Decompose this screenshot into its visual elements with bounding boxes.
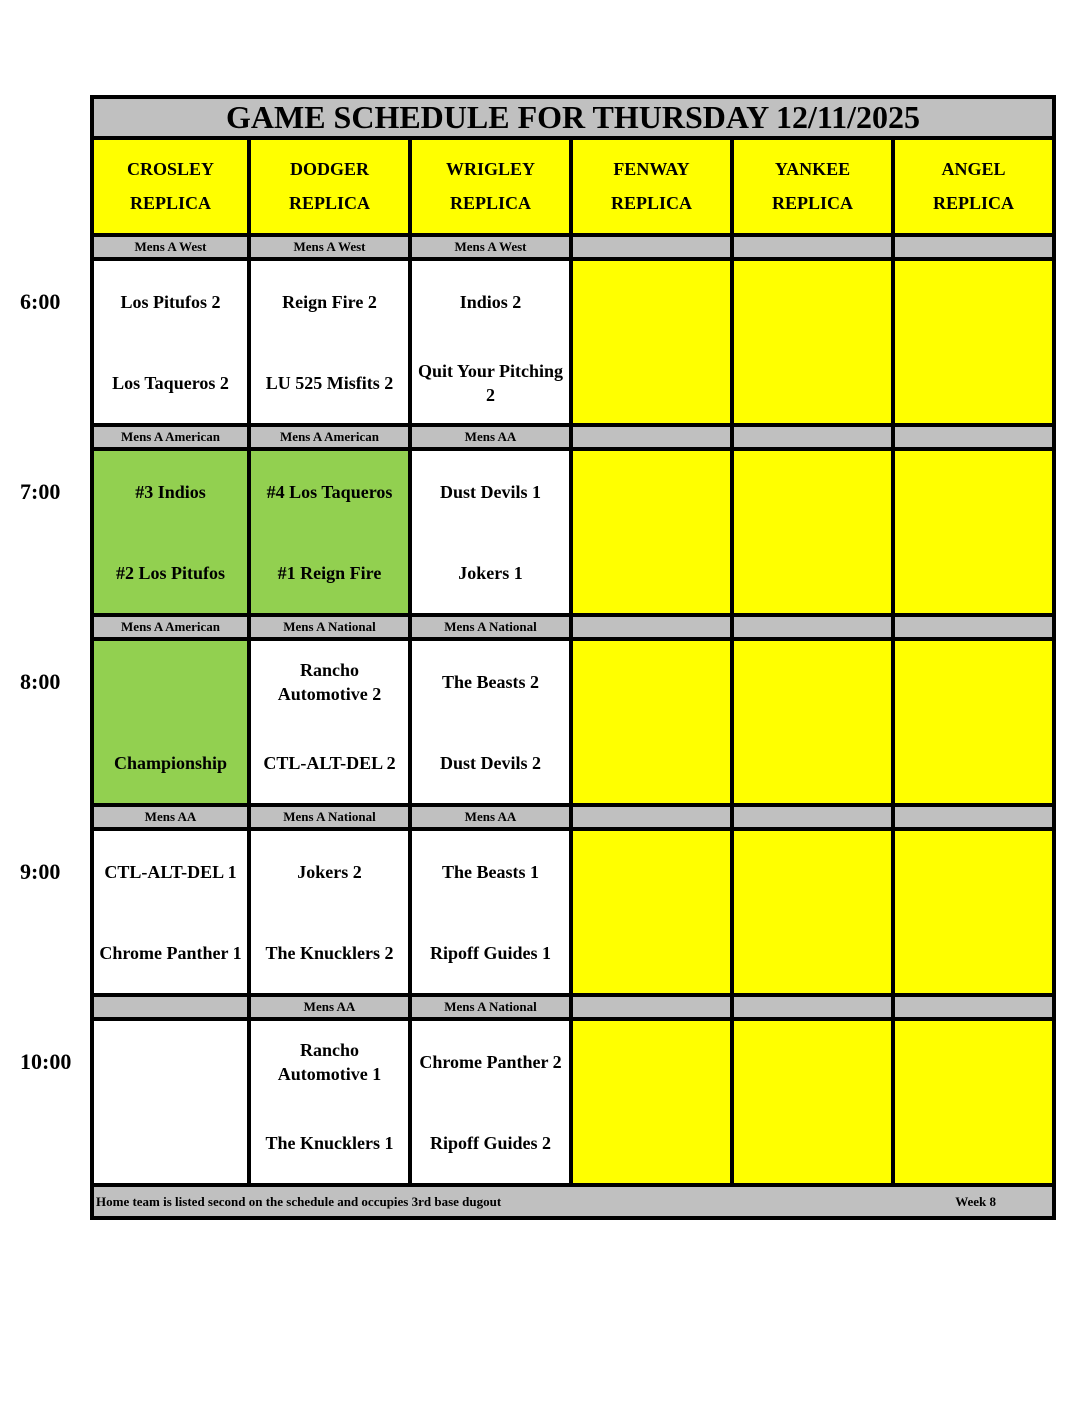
away-team: The Beasts 1	[441, 861, 539, 882]
division-label	[573, 617, 734, 641]
division-label: Mens AA	[251, 997, 412, 1021]
footer-note: Home team is listed second on the schedule and occupies 3rd base dugout	[96, 1193, 502, 1209]
home-team: LU 525 Misfits 2	[265, 372, 394, 393]
time-label: 8:00	[20, 669, 61, 694]
away-team	[895, 261, 1052, 342]
home-team	[895, 532, 1052, 613]
game-cell	[412, 451, 573, 617]
game-cell	[573, 261, 734, 427]
home-team: Ripoff Guides 2	[429, 1132, 552, 1153]
division-row	[90, 997, 1056, 1021]
division-row	[90, 807, 1056, 831]
division-row	[90, 237, 1056, 261]
home-team	[734, 722, 891, 803]
division-row	[90, 427, 1056, 451]
away-team	[895, 641, 1052, 722]
away-team: Chrome Panther 2	[419, 1051, 562, 1072]
division-label: Mens A National	[412, 997, 573, 1021]
home-team: Jokers 1	[458, 562, 523, 583]
field-name: DODGER	[289, 159, 369, 179]
home-team: CTL-ALT-DEL 2	[263, 752, 396, 773]
division-label: Mens A West	[251, 237, 412, 261]
game-cell	[895, 831, 1056, 997]
division-label: Mens A West	[412, 237, 573, 261]
home-team	[734, 342, 891, 423]
game-cell	[573, 1021, 734, 1187]
division-label	[895, 807, 1056, 831]
away-team	[734, 451, 891, 532]
away-team	[573, 451, 730, 532]
division-label	[895, 617, 1056, 641]
home-team	[895, 722, 1052, 803]
away-team: Indios 2	[459, 291, 522, 312]
division-label	[573, 237, 734, 261]
game-cell	[412, 261, 573, 427]
game-cell	[412, 1021, 573, 1187]
division-label: Mens A American	[251, 427, 412, 451]
home-team	[573, 722, 730, 803]
division-label: Mens AA	[412, 427, 573, 451]
home-team: #2 Los Pitufos	[115, 562, 225, 583]
division-label	[734, 237, 895, 261]
game-row	[90, 451, 1056, 617]
away-team	[573, 1021, 730, 1102]
away-team	[573, 261, 730, 342]
game-cell	[895, 261, 1056, 427]
away-team	[734, 641, 891, 722]
game-cell	[90, 641, 251, 807]
game-row	[90, 261, 1056, 427]
field-sub: REPLICA	[610, 193, 692, 213]
home-team: Los Taqueros 2	[112, 372, 229, 393]
game-cell	[90, 1021, 251, 1187]
home-team: Dust Devils 2	[439, 752, 541, 773]
game-cell	[573, 641, 734, 807]
home-team	[734, 1102, 891, 1183]
field-header-fenway	[573, 140, 734, 237]
week-label: Week 8	[955, 1193, 996, 1209]
home-team	[895, 1102, 1052, 1183]
home-team	[895, 912, 1052, 993]
field-sub: REPLICA	[449, 193, 531, 213]
game-cell	[895, 1021, 1056, 1187]
field-header-wrigley	[412, 140, 573, 237]
time-label: 9:00	[20, 859, 61, 884]
schedule-title: GAME SCHEDULE FOR THURSDAY 12/11/2025	[90, 95, 1056, 140]
home-team	[573, 1102, 730, 1183]
game-row	[90, 831, 1056, 997]
game-cell	[734, 261, 895, 427]
game-cell	[251, 641, 412, 807]
home-team	[734, 532, 891, 613]
game-row	[90, 1021, 1056, 1187]
away-team	[94, 641, 247, 722]
division-label: Mens AA	[412, 807, 573, 831]
game-cell	[412, 641, 573, 807]
field-header-angel	[895, 140, 1056, 237]
game-cell	[734, 831, 895, 997]
field-name: YANKEE	[774, 159, 851, 179]
schedule-footer	[90, 1187, 1056, 1220]
game-cell	[734, 451, 895, 617]
time-label: 6:00	[20, 289, 61, 314]
division-label	[895, 997, 1056, 1021]
field-sub: REPLICA	[129, 193, 211, 213]
field-name: ANGEL	[941, 159, 1006, 179]
division-label: Mens A American	[90, 617, 251, 641]
away-team: Jokers 2	[297, 861, 362, 882]
division-label: Mens A West	[90, 237, 251, 261]
time-slots	[90, 237, 1056, 1187]
away-team: Reign Fire 2	[282, 291, 377, 312]
home-team: Championship	[113, 752, 228, 773]
division-label	[573, 807, 734, 831]
division-label: Mens A National	[412, 617, 573, 641]
division-label: Mens A National	[251, 807, 412, 831]
division-label: Mens A American	[90, 427, 251, 451]
away-team: The Beasts 2	[441, 671, 539, 692]
home-team	[734, 912, 891, 993]
game-cell	[251, 831, 412, 997]
field-sub: REPLICA	[932, 193, 1014, 213]
field-name: CROSLEY	[126, 159, 215, 179]
division-row	[90, 617, 1056, 641]
home-team: Ripoff Guides 1	[429, 942, 552, 963]
division-label	[90, 997, 251, 1021]
away-team	[895, 1021, 1052, 1102]
home-team: #1 Reign Fire	[277, 562, 382, 583]
away-team: Rancho Automotive 2	[277, 659, 382, 704]
game-cell	[734, 641, 895, 807]
game-cell	[90, 831, 251, 997]
away-team: Rancho Automotive 1	[277, 1039, 382, 1084]
game-cell	[573, 451, 734, 617]
home-team	[573, 912, 730, 993]
home-team	[895, 342, 1052, 423]
division-label	[895, 237, 1056, 261]
field-sub: REPLICA	[288, 193, 370, 213]
away-team	[573, 831, 730, 912]
game-cell	[251, 451, 412, 617]
away-team	[94, 1021, 247, 1102]
time-label: 7:00	[20, 479, 61, 504]
schedule-sheet	[90, 95, 1056, 1220]
division-label: Mens AA	[90, 807, 251, 831]
game-row	[90, 641, 1056, 807]
home-team: Chrome Panther 1	[99, 942, 242, 963]
away-team: #4 Los Taqueros	[266, 481, 393, 502]
division-label	[734, 997, 895, 1021]
home-team: The Knucklers 1	[265, 1132, 394, 1153]
away-team	[895, 831, 1052, 912]
division-label	[573, 997, 734, 1021]
field-name: WRIGLEY	[445, 159, 535, 179]
division-label	[734, 427, 895, 451]
game-cell	[90, 451, 251, 617]
game-cell	[573, 831, 734, 997]
home-team: Quit Your Pitching 2	[417, 360, 564, 405]
field-name: FENWAY	[613, 159, 690, 179]
field-header-crosley	[90, 140, 251, 237]
division-label	[734, 617, 895, 641]
game-cell	[251, 1021, 412, 1187]
game-cell	[90, 261, 251, 427]
game-cell	[734, 1021, 895, 1187]
home-team	[94, 1102, 247, 1183]
away-team: Los Pitufos 2	[120, 291, 221, 312]
home-team	[573, 342, 730, 423]
away-team	[734, 831, 891, 912]
division-label	[573, 427, 734, 451]
field-header-yankee	[734, 140, 895, 237]
home-team: The Knucklers 2	[265, 942, 394, 963]
field-sub: REPLICA	[771, 193, 853, 213]
away-team	[895, 451, 1052, 532]
away-team: CTL-ALT-DEL 1	[104, 861, 237, 882]
division-label	[895, 427, 1056, 451]
away-team	[573, 641, 730, 722]
game-cell	[412, 831, 573, 997]
field-header-row	[90, 140, 1056, 237]
field-header-dodger	[251, 140, 412, 237]
away-team	[734, 1021, 891, 1102]
home-team	[573, 532, 730, 613]
game-cell	[895, 641, 1056, 807]
division-label: Mens A National	[251, 617, 412, 641]
away-team: #3 Indios	[135, 481, 206, 502]
division-label	[734, 807, 895, 831]
game-cell	[251, 261, 412, 427]
time-label: 10:00	[20, 1049, 72, 1074]
away-team: Dust Devils 1	[439, 481, 541, 502]
away-team	[734, 261, 891, 342]
game-cell	[895, 451, 1056, 617]
